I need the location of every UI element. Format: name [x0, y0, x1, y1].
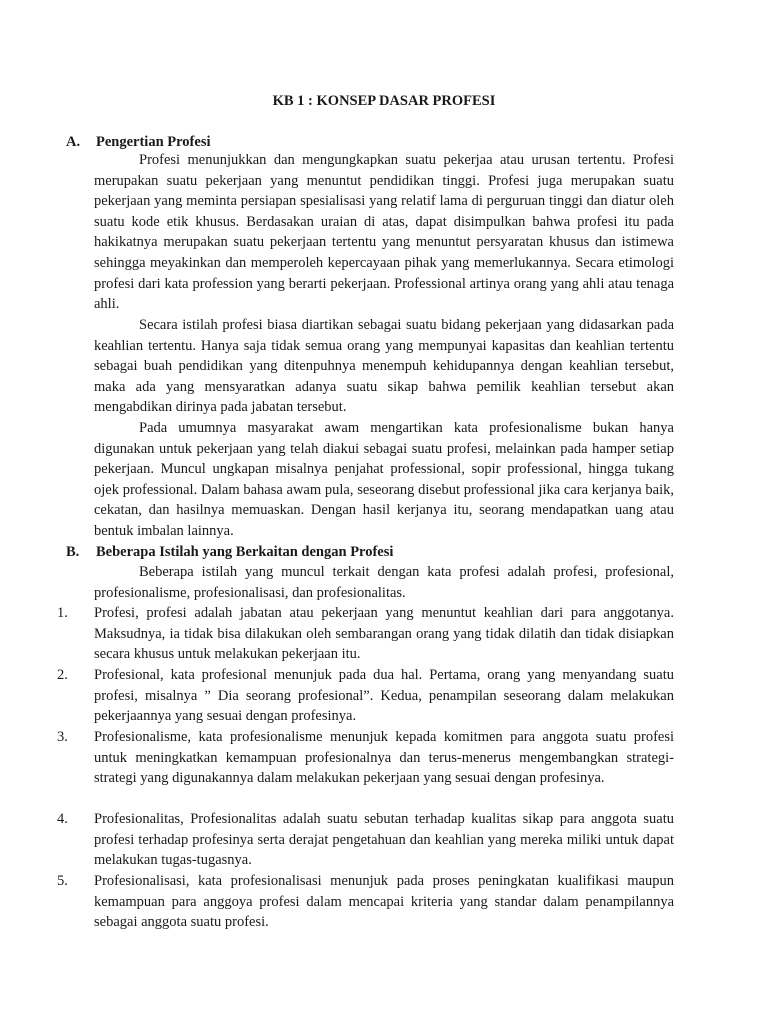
section-b-paragraph-1: Beberapa istilah yang muncul terkait dengan kata profesi adalah profesi, profesional, profesionalisme, profesionalisasi, dan profesionalitas.	[94, 564, 674, 601]
list-text: Profesionalitas, Profesionalitas adalah suatu sebutan terhadap kualitas sikap para anggota suatu profesi terhadap profesinya serta derajat pengetahuan dan keahlian yang mereka miliki untuk dapat melakukan tugas-tugasnya.	[94, 811, 674, 869]
list-item	[57, 665, 674, 727]
section-a-title: Pengertian Profesi	[96, 134, 211, 150]
list-number: 1.	[57, 605, 68, 621]
list-text: Profesional, kata profesional menunjuk pada dua hal. Pertama, orang yang menyandang suatu profesi, misalnya ” Dia seorang profesional”. Kedua, penampilan seseorang dalam melakukan pekerjaannya yang sesuai dengan profesinya.	[94, 667, 674, 725]
list-number: 5.	[57, 873, 68, 889]
list-text: Profesi, profesi adalah jabatan atau pekerjaan yang menuntut keahlian dari para anggotanya. Maksudnya, ia tidak bisa dilakukan oleh sembarangan orang yang tidak dilatih dan tidak disiapkan secara khusus untuk melakukan pekerjaan itu.	[94, 605, 674, 663]
list-item	[57, 809, 674, 871]
list-text: Profesionalisasi, kata profesionalisasi menunjuk pada proses peningkatan kualifikasi maupun kemampuan para anggoya profesi dalam mencapai kriteria yang standar dalam penampilannya sebagai anggota suatu profesi.	[94, 873, 674, 931]
document-title: KB 1 : KONSEP DASAR PROFESI	[272, 93, 496, 109]
list-number: 4.	[57, 811, 68, 827]
list-text: Profesionalisme, kata profesionalisme menunjuk kepada komitmen para anggota suatu profesi untuk meningkatkan kemampuan profesionalnya dan terus-menerus mengembangkan strategi-strategi yang digunakannya dalam melakukan pekerjaan yang sesuai dengan profesinya.	[94, 729, 674, 787]
section-b-heading	[66, 542, 393, 562]
section-a-heading	[66, 132, 211, 152]
section-b-title: Beberapa Istilah yang Berkaitan dengan Profesi	[96, 544, 394, 560]
list-item	[57, 871, 674, 933]
section-a-paragraph-2: Secara istilah profesi biasa diartikan sebagai suatu bidang pekerjaan yang didasarkan pada keahlian tertentu. Hanya saja tidak semua orang yang mempunyai kapasitas dan keahlian tertentu sebagai buah pendidikan yang ditenpuhnya menempuh kehidupannya dengan keahlian tersebut, maka ada yang mensyaratkan adanya suatu sikap bahwa pemilik keahlian tersebut akan mengabdikan dirinya pada jabatan tersebut.	[94, 317, 674, 416]
list-item	[57, 603, 674, 665]
list-number: 3.	[57, 729, 68, 745]
section-b-letter: B.	[66, 544, 80, 560]
list-number: 2.	[57, 667, 68, 683]
section-a-letter: A.	[66, 134, 81, 150]
section-a-paragraph-3: Pada umumnya masyarakat awam mengartikan kata profesionalisme bukan hanya digunakan untuk pekerjaan yang telah diakui sebagai suatu profesi, melainkan pada hamper setiap pekerjaan. Muncul ungkapan misalnya penjahat professional, sopir professional, hingga tukang ojek professional. Dalam bahasa awam pula, seseorang disebut professional jika cara kerjanya baik, cekatan, dan hasilnya memuaskan. Dengan hasil kerjanya itu, seorang mendapatkan uang atau bentuk imbalan lainnya.	[94, 420, 674, 539]
list-item	[57, 727, 674, 789]
section-a-paragraph-1: Profesi menunjukkan dan mengungkapkan suatu pekerjaa atau urusan tertentu. Profesi merupakan suatu pekerjaan yang menuntut pendidikan tinggi. Profesi juga merupakan suatu pekerjaan yang meminta persiapan spesialisasi yang relatif lama di perguruan tinggi dan diatur oleh suatu kode etik khusus. Berdasakan uraian di atas, dapat disimpulkan bahwa profesi itu pada hakikatnya merupakan suatu pekerjaan tertentu yang menuntut persyaratan khusus dan istimewa sehingga meyakinkan dan memperoleh kepercayaan pihak yang memerlukannya. Secara etimologi profesi dari kata profession yang berarti pekerjaan. Professional artinya orang yang ahli atau tenaga ahli.	[94, 152, 674, 313]
